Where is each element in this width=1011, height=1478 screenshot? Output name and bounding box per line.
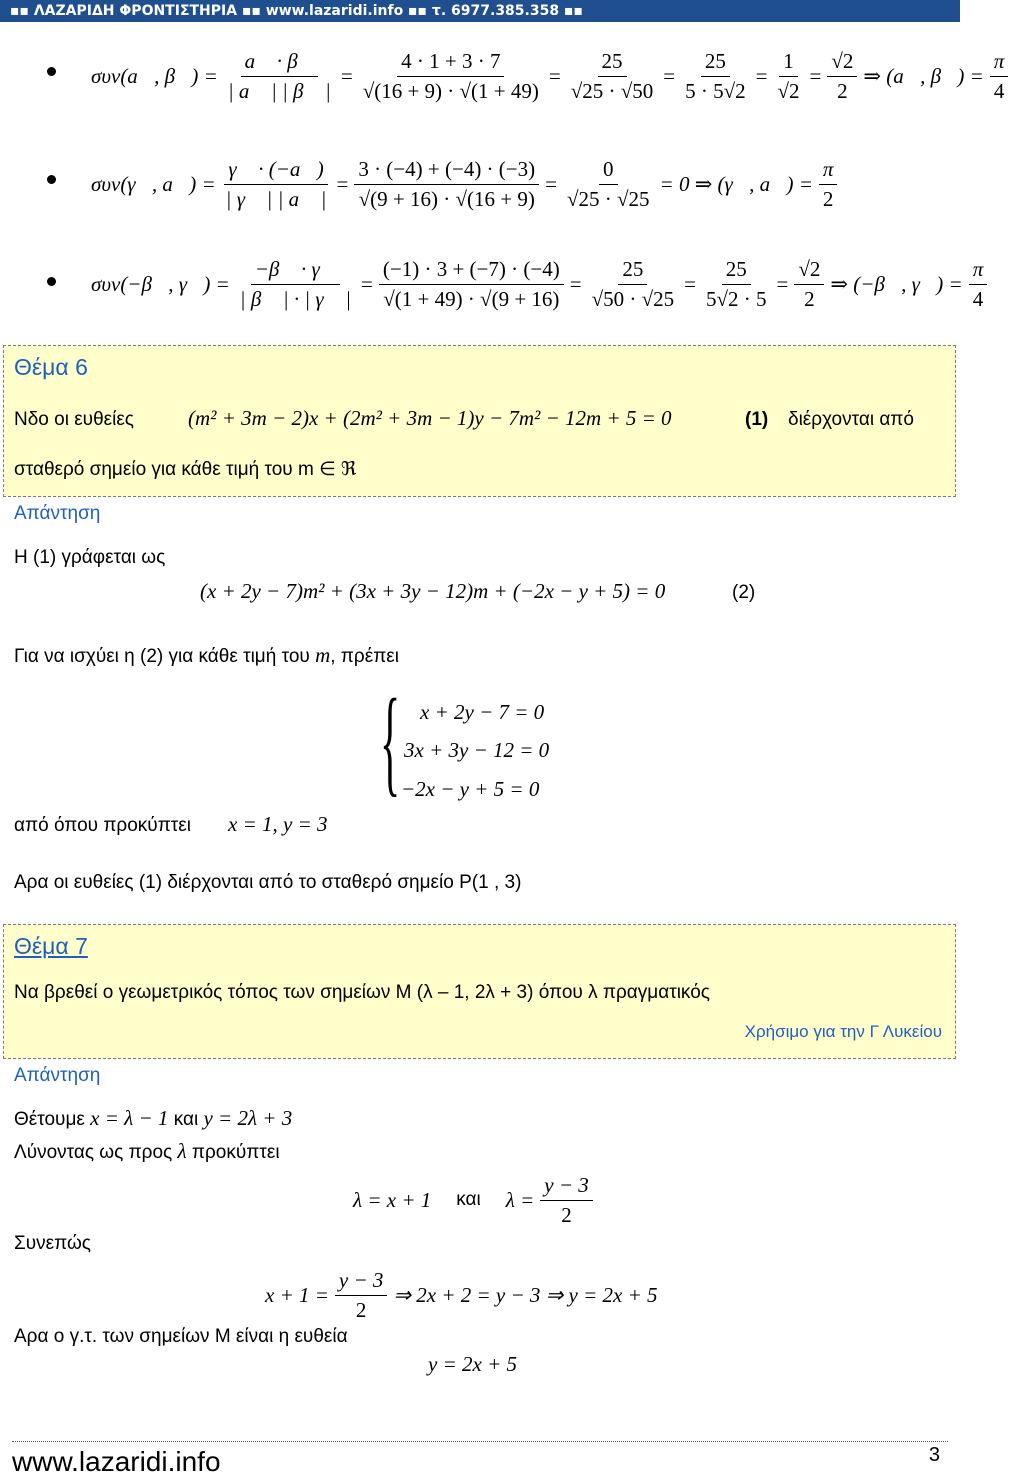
fraction: $\frac{\gamma⃗ \cdot (-a⃗)}{| \gamma⃗ | | a⃗ |}$ — [225, 156, 327, 211]
page-header: ▪▪ ΛΑΖΑΡΙΔΗ ΦΡΟΝΤΙΣΤΗΡΙΑ ▪▪ www.lazaridi.info ▪▪ τ. 6977.385.358 ▪▪ — [0, 0, 960, 22]
answer-line: Η (1) γράφεται ως — [14, 547, 166, 568]
system-equation: x + 2y − 7 = 0 — [420, 700, 545, 724]
footer-url[interactable]: www.lazaridi.info — [12, 1446, 221, 1477]
answer-line: Θέτουμε x = λ − 1 και y = 2λ + 3 — [14, 1106, 293, 1130]
solution-values: x = 1, y = 3 — [228, 812, 328, 836]
fraction: $\frac{25}{5 \cdot 5√2}$ — [685, 48, 746, 103]
fraction: $\frac{0}{√25 \cdot √25}$ — [566, 156, 650, 211]
final-line-equation: y = 2x + 5 — [428, 1352, 517, 1376]
fraction: $\frac{y - 3}{2}$ — [540, 1173, 593, 1228]
fraction: $\frac{y - 3}{2}$ — [335, 1268, 388, 1323]
footer-divider — [12, 1441, 948, 1442]
cosine-formula-a-beta: συν(a⃗, β⃗) = $\frac{a⃗ \cdot \beta⃗}{| a⃗ | | \beta⃗ |}$ = $\frac{4 \cdot 1 + 3 \cdot 7}{√(16 + 9) \cdot √(1 + 49)}$ = $\frac{25}{√25 \cdot √50}$ = $\frac{25}{5 \cdot 5√2}$ = $\frac{1}{√2}$ = $\frac{√2}{2}$ ⇒ (a⃗, β⃗) = $\frac{\pi}{4}$ — [88, 40, 1011, 112]
fraction: $\frac{25}{5√2 \cdot 5}$ — [705, 256, 767, 311]
fraction: $\frac{1}{√2}$ — [777, 48, 800, 103]
fraction: $\frac{√2}{2}$ — [794, 257, 824, 312]
conclusion: Αρα οι ευθείες (1) διέρχονται από το σταθερό σημείο Ρ(1 , 3) — [14, 872, 522, 893]
fraction: $\frac{25}{√50 \cdot √25}$ — [591, 256, 675, 311]
system-equation: 3x + 3y − 12 = 0 — [404, 738, 550, 762]
system-equation: −2x − y + 5 = 0 — [401, 777, 540, 801]
answer-line: Για να ισχύει η (2) για κάθε τιμή του m, πρέπει — [14, 643, 399, 667]
answer-line: από όπου προκύπτει — [14, 815, 191, 836]
equation-tag: (1) — [745, 409, 769, 430]
answer-line: Συνεπώς — [14, 1233, 91, 1254]
fraction: $\frac{-\beta⃗ \cdot \gamma⃗}{| \beta⃗ | \cdot | \gamma⃗ |}$ — [239, 256, 352, 311]
formula-lhs: συν(−β⃗, γ⃗) = — [91, 271, 230, 296]
lambda-solutions: λ = x + 1 και λ = $\frac{y - 3}{2}$ — [350, 1168, 596, 1232]
system-brace: { — [380, 674, 401, 807]
bullet — [47, 277, 56, 286]
answer-label: Απάντηση — [14, 503, 101, 524]
bullet — [47, 67, 56, 76]
formula-lhs: συν(γ⃗, a⃗) = — [91, 171, 216, 196]
fraction: $\frac{\pi}{4}$ — [990, 49, 1009, 104]
fraction: $\frac{4 \cdot 1 + 3 \cdot 7}{√(16 + 9) \cdot √(1 + 49)}$ — [362, 48, 539, 103]
answer-label: Απάντηση — [14, 1065, 101, 1086]
derivation: x + 1 = $\frac{y - 3}{2}$ ⇒ 2x + 2 = y − 3 ⇒ y = 2x + 5 — [265, 1267, 658, 1322]
theme-6-equation: (m² + 3m − 2)x + (2m² + 3m − 1)y − 7m² − 12m + 5 = 0 — [188, 406, 672, 430]
note-label: Χρήσιμο για την Γ Λυκείου — [744, 1022, 942, 1041]
theme-6-title: Θέμα 6 — [14, 354, 88, 380]
theme-6-statement-prefix: Νδο οι ευθείες — [14, 409, 134, 430]
cosine-formula-gamma-a: συν(γ⃗, a⃗) = $\frac{\gamma⃗ \cdot (-a⃗)}{| \gamma⃗ | | a⃗ |}$ = $\frac{3 \cdot (-4) + (-4) \cdot (-3)}{√(9 + 16) \cdot √(16 + 9)}$ = $\frac{0}{√25 \cdot √25}$ = 0 ⇒ (γ⃗, a⃗) = $\frac{\pi}{2}$ — [88, 148, 840, 220]
fraction: $\frac{\pi}{4}$ — [969, 257, 988, 312]
theme-6-statement-line2: σταθερό σημείο για κάθε τιμή του m ∈ ℜ — [14, 459, 357, 480]
cosine-formula-minus-beta-gamma: συν(−β⃗, γ⃗) = $\frac{-\beta⃗ \cdot \gamma⃗}{| \beta⃗ | \cdot | \gamma⃗ |}$ = $\frac{(-1) \cdot 3 + (-7) \cdot (-4)}{√(1 + 49) \cdot √(9 + 16)}$ = $\frac{25}{√50 \cdot √25}$ = $\frac{25}{5√2 \cdot 5}$ = $\frac{√2}{2}$ ⇒ (−β⃗, γ⃗) = $\frac{\pi}{4}$ — [88, 248, 990, 320]
theme-7-statement: Να βρεθεί ο γεωμετρικός τόπος των σημείων Μ (λ – 1, 2λ + 3) όπου λ πραγματικός — [14, 982, 710, 1003]
bullet — [47, 175, 56, 184]
fraction: $\frac{√2}{2}$ — [827, 49, 857, 104]
page-number: 3 — [928, 1444, 940, 1466]
equation-tag: (2) — [732, 582, 756, 603]
theme-6-statement-suffix: διέρχονται από — [788, 409, 914, 430]
formula-result: = 0 ⇒ (γ⃗, a⃗) = — [659, 171, 813, 196]
formula-lhs: συν(a⃗, β⃗) = — [91, 63, 218, 88]
formula-result: ⇒ (a⃗, β⃗) = — [863, 63, 984, 88]
fraction: $\frac{3 \cdot (-4) + (-4) \cdot (-3)}{√(9 + 16) \cdot √(16 + 9)}$ — [354, 157, 539, 212]
fraction: $\frac{25}{√25 \cdot √50}$ — [570, 48, 654, 103]
theme-7-title: Θέμα 7 — [14, 933, 88, 959]
rewritten-equation: (x + 2y − 7)m² + (3x + 3y − 12)m + (−2x − y + 5) = 0 — [200, 579, 666, 603]
fraction: $\frac{\pi}{2}$ — [819, 157, 838, 212]
formula-result: ⇒ (−β⃗, γ⃗) = — [830, 271, 963, 296]
answer-line: Λύνοντας ως προς λ προκύπτει — [14, 1139, 280, 1163]
fraction: $\frac{a⃗ \cdot \beta⃗}{| a⃗ | | \beta⃗ |}$ — [227, 48, 331, 103]
fraction: $\frac{(-1) \cdot 3 + (-7) \cdot (-4)}{√(1 + 49) \cdot √(9 + 16)}$ — [379, 257, 564, 312]
answer-line: Αρα ο γ.τ. των σημείων Μ είναι η ευθεία — [14, 1326, 348, 1347]
